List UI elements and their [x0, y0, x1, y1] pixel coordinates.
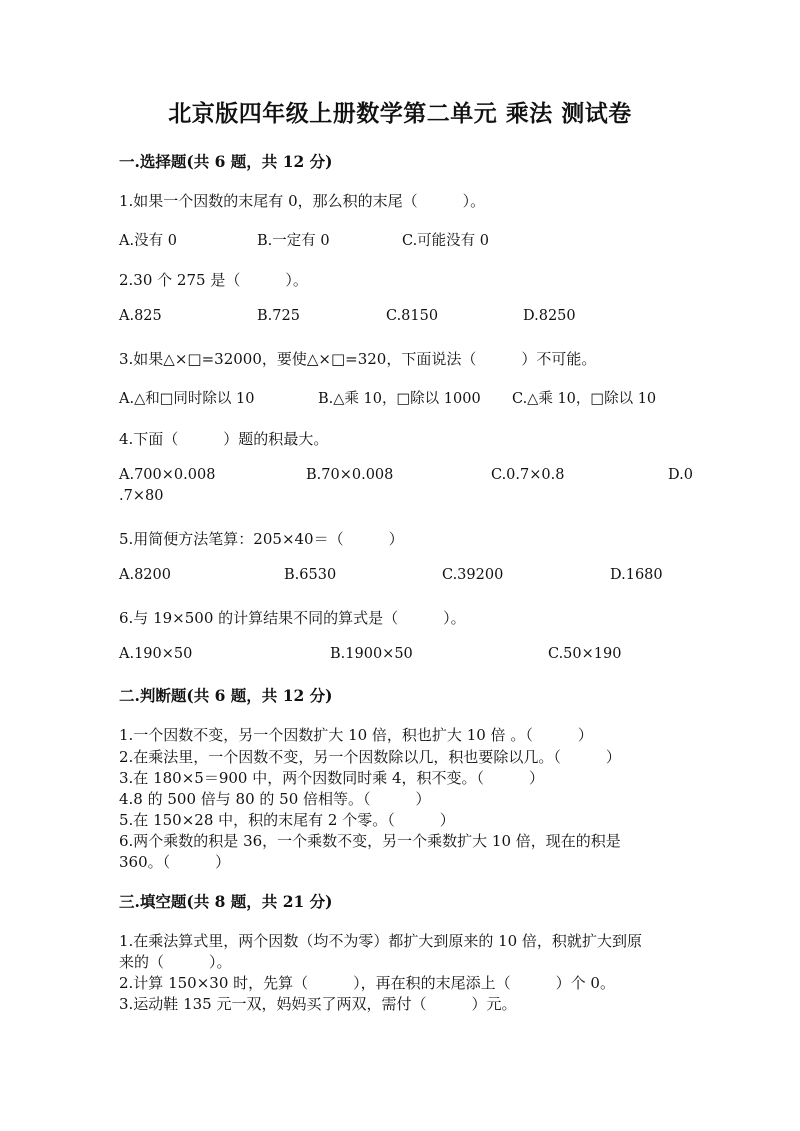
section-heading-fill-in: 三.填空题(共 8 题，共 21 分)	[119, 892, 333, 911]
option: C.8150	[386, 308, 439, 324]
fill-in-item: 3.运动鞋 135 元一双，妈妈买了两双，需付（ ）元。	[119, 995, 517, 1013]
option: B.一定有 0	[257, 233, 330, 249]
section-heading-choice: 一.选择题(共 6 题，共 12 分)	[119, 152, 333, 171]
judgement-item: 6.两个乘数的积是 36，一个乘数不变，另一个乘数扩大 10 倍，现在的积是	[119, 832, 621, 850]
option: A.△和□同时除以 10	[119, 391, 255, 407]
question-stem: 5.用简便方法笔算：205×40＝（ ）	[119, 530, 404, 548]
fill-in-item: 1.在乘法算式里，两个因数（均不为零）都扩大到原来的 10 倍，积就扩大到原	[119, 932, 642, 950]
option: D.1680	[610, 567, 663, 583]
judgement-item-continuation: 360。（ ）	[119, 853, 231, 871]
option: B.6530	[284, 567, 337, 583]
judgement-item: 3.在 180×5＝900 中，两个因数同时乘 4，积不变。（ ）	[119, 769, 545, 787]
option: A.825	[119, 308, 162, 324]
question-stem: 2.30 个 275 是（ ）。	[119, 271, 308, 289]
option: D.8250	[523, 308, 576, 324]
question-stem: 3.如果△×□=32000，要使△×□=320，下面说法（ ）不可能。	[119, 350, 597, 368]
option: C.△乘 10，□除以 10	[512, 391, 657, 407]
page-title: 北京版四年级上册数学第二单元 乘法 测试卷	[168, 100, 632, 127]
section-heading-judgement: 二.判断题(共 6 题，共 12 分)	[119, 686, 333, 705]
question-stem: 4.下面（ ）题的积最大。	[119, 430, 329, 448]
option: A.8200	[119, 567, 171, 583]
question-stem: 1.如果一个因数的末尾有 0，那么积的末尾（ ）。	[119, 192, 486, 210]
question-stem: 6.与 19×500 的计算结果不同的算式是（ ）。	[119, 609, 466, 627]
judgement-item: 4.8 的 500 倍与 80 的 50 倍相等。（ ）	[119, 790, 431, 808]
option: A.190×50	[119, 646, 193, 662]
fill-in-item-continuation: 来的（ ）。	[119, 953, 232, 971]
option: A.700×0.008	[119, 467, 216, 483]
option: C.可能没有 0	[402, 233, 490, 249]
option-continuation: .7×80	[119, 488, 164, 504]
judgement-item: 2.在乘法里，一个因数不变，另一个因数除以几，积也要除以几。（ ）	[119, 748, 621, 766]
fill-in-item: 2.计算 150×30 时，先算（ ），再在积的末尾添上（ ）个 0。	[119, 974, 615, 992]
option: C.39200	[442, 567, 504, 583]
option: B.1900×50	[330, 646, 413, 662]
option: C.0.7×0.8	[491, 467, 565, 483]
option: B.70×0.008	[306, 467, 394, 483]
option: B.△乘 10，□除以 1000	[318, 391, 481, 407]
option: C.50×190	[548, 646, 622, 662]
option: B.725	[257, 308, 300, 324]
option: A.没有 0	[119, 233, 177, 249]
judgement-item: 5.在 150×28 中，积的末尾有 2 个零。（ ）	[119, 811, 455, 829]
option: D.0	[668, 467, 693, 483]
judgement-item: 1.一个因数不变，另一个因数扩大 10 倍，积也扩大 10 倍 。（ ）	[119, 726, 593, 744]
